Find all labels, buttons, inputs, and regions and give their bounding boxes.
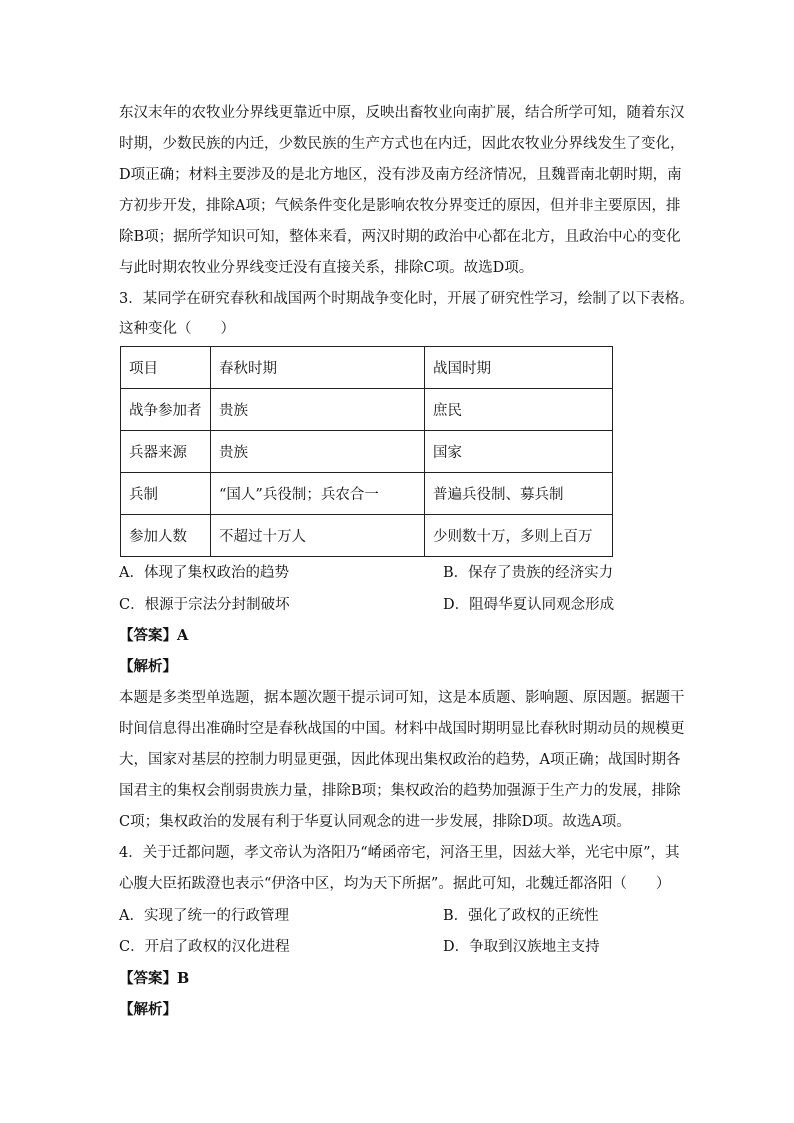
- table-cell: 庶民: [425, 389, 613, 431]
- table-cell: 参加人数: [121, 515, 211, 557]
- table-cell: 战国时期: [425, 347, 613, 389]
- table-cell: 兵制: [121, 473, 211, 515]
- q3-analysis-line: 时间信息得出准确时空是春秋战国的中国。材料中战国时期明显比春秋时期动员的规模更: [119, 721, 685, 737]
- q4-answer: 【答案】B: [119, 970, 190, 987]
- q4-stem-line1: 4．关于迁都问题，孝文帝认为洛阳乃“崤函帝宅，河洛王里，因兹大举，光宅中原”，其: [119, 845, 680, 861]
- paragraph-line: 东汉末年的农牧业分界线更靠近中原，反映出畜牧业向南扩展，结合所学可知，随着东汉: [119, 105, 685, 121]
- table-cell: 战争参加者: [121, 389, 211, 431]
- table-cell: 春秋时期: [211, 347, 425, 389]
- table-row: [121, 515, 613, 557]
- q3-option-c: C．根源于宗法分封制破坏: [119, 597, 290, 613]
- q3-analysis-line: 大，国家对基层的控制力明显更强，因此体现出集权政治的趋势，A项正确；战国时期各: [119, 752, 681, 768]
- q3-answer: 【答案】A: [119, 627, 189, 644]
- paragraph-line: 时期，少数民族的内迁，少数民族的生产方式也在内迁，因此农牧业分界线发生了变化，: [119, 136, 685, 152]
- q3-option-d: D．阻碍华夏认同观念形成: [443, 597, 615, 613]
- q3-option-a: A．体现了集权政治的趋势: [119, 565, 289, 581]
- q4-option-d: D．争取到汉族地主支持: [443, 939, 600, 955]
- table-cell: 兵器来源: [121, 431, 211, 473]
- table-cell: 少则数十万，多则上百万: [425, 515, 613, 557]
- q4-option-c: C．开启了政权的汉化进程: [119, 939, 290, 955]
- table-row: [121, 473, 613, 515]
- paragraph-line: 方初步开发，排除A项；气候条件变化是影响农牧分界变迁的原因，但并非主要原因，排: [119, 198, 681, 214]
- table-cell: 国家: [425, 431, 613, 473]
- q3-stem-line2: 这种变化（ ）: [119, 321, 235, 337]
- table-cell: 普遍兵役制、募兵制: [425, 473, 613, 515]
- q3-analysis-line: 本题是多类型单选题，据本题次题干提示词可知，这是本质题、影响题、原因题。据题干: [119, 690, 685, 706]
- paragraph-line: 与此时期农牧业分界线变迁没有直接关系，排除C项。故选D项。: [119, 260, 534, 276]
- paragraph-line: D项正确；材料主要涉及的是北方地区，没有涉及南方经济情况，且魏晋南北朝时期，南: [119, 167, 682, 183]
- table-cell: 不超过十万人: [211, 515, 425, 557]
- table-row: [121, 431, 613, 473]
- q3-analysis-label: 【解析】: [119, 658, 177, 675]
- q3-stem-line1: 3．某同学在研究春秋和战国两个时期战争变化时，开展了研究性学习，绘制了以下表格。: [119, 291, 694, 307]
- table-header-row: [121, 347, 613, 389]
- q4-stem-line2: 心腹大臣拓跋澄也表示“伊洛中区，均为天下所据”。据此可知，北魏迁都洛阳（ ）: [119, 876, 671, 892]
- q4-option-a: A．实现了统一的行政管理: [119, 908, 289, 924]
- q4-analysis-label: 【解析】: [119, 1001, 177, 1018]
- paragraph-line: 除B项；据所学知识可知，整体来看，两汉时期的政治中心都在北方，且政治中心的变化: [119, 229, 681, 245]
- table-cell: 贵族: [211, 389, 425, 431]
- q3-comparison-table: [120, 346, 613, 557]
- table-cell: 项目: [121, 347, 211, 389]
- q4-option-b: B．强化了政权的正统性: [443, 908, 599, 924]
- q3-analysis-line: C项；集权政治的发展有利于华夏认同观念的进一步发展，排除D项。故选A项。: [119, 814, 631, 830]
- table-row: [121, 389, 613, 431]
- q3-option-b: B．保存了贵族的经济实力: [443, 565, 614, 581]
- table-cell: 贵族: [211, 431, 425, 473]
- table-cell: “国人”兵役制；兵农合一: [211, 473, 425, 515]
- q3-analysis-line: 国君主的集权会削弱贵族力量，排除B项；集权政治的趋势加强源于生产力的发展，排除: [119, 783, 681, 799]
